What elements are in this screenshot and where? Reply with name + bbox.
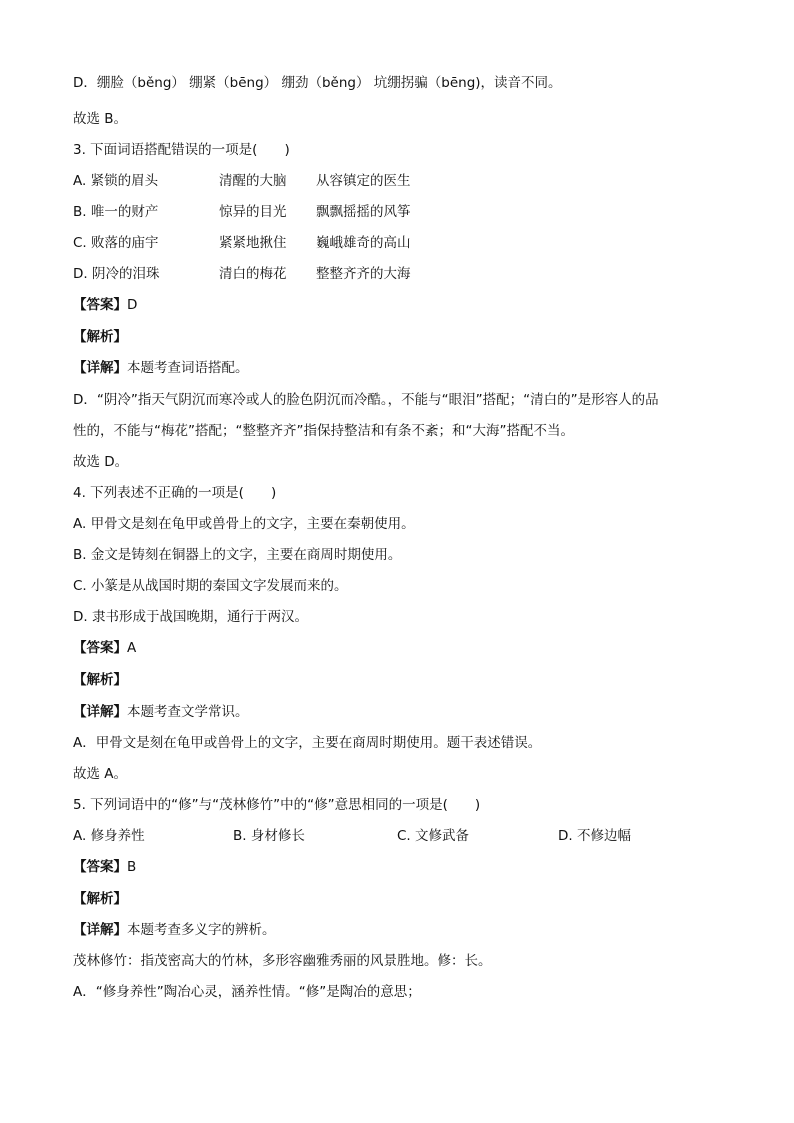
q5-analysis-tag: 【解析】 [73, 891, 127, 907]
q3-option-c: C. 败落的庙宇 [73, 235, 159, 251]
answer-tag: 【答案】 [73, 859, 127, 875]
answer-value: D [127, 297, 138, 313]
detail-text: 本题考查词语搭配。 [127, 360, 249, 376]
answer-tag: 【答案】 [73, 297, 127, 313]
q4-detail [73, 703, 249, 721]
q3-option-d: D. 阴冷的泪珠 [73, 266, 160, 282]
q4-explanation-1: A．甲骨文是刻在龟甲或兽骨上的文字，主要在商周时期使用。题干表述错误。 [73, 735, 542, 751]
q3-option-a-col2: 清醒的大脑 [219, 173, 287, 189]
q5-option-b: B. 身材修长 [233, 828, 305, 844]
q3-option-d-col2: 清白的梅花 [219, 266, 287, 282]
q3-option-b-col3: 飘飘摇摇的风筝 [316, 204, 411, 220]
q3-option-b-col2: 惊异的目光 [219, 204, 287, 220]
detail-text: 本题考查文学常识。 [127, 704, 249, 720]
q5-stem: 5. 下列词语中的“修”与“茂林修竹”中的“修”意思相同的一项是( ) [73, 797, 481, 813]
q3-option-a-col3: 从容镇定的医生 [316, 173, 411, 189]
answer-tag: 【答案】 [73, 640, 127, 656]
prev-conclusion: 故选 B。 [73, 111, 128, 127]
q3-option-c-col2: 紧紧地揪住 [219, 235, 287, 251]
q4-option-c: C. 小篆是从战国时期的秦国文字发展而来的。 [73, 578, 348, 594]
q5-option-c: C. 文修武备 [397, 828, 470, 844]
q5-explanation-1: 茂林修竹：指茂密高大的竹林，多形容幽雅秀丽的风景胜地。修：长。 [73, 953, 492, 969]
q4-option-d: D. 隶书形成于战国晚期，通行于两汉。 [73, 609, 308, 625]
q3-explanation-1: D．“阴冷”指天气阴沉而寒冷或人的脸色阴沉而冷酷。，不能与“眼泪”搭配；“清白的”是形容人的品 [73, 392, 659, 408]
detail-tag: 【详解】 [73, 922, 127, 938]
detail-tag: 【详解】 [73, 360, 127, 376]
q4-answer [73, 639, 136, 657]
q5-option-a: A. 修身养性 [73, 828, 145, 844]
detail-tag: 【详解】 [73, 704, 127, 720]
q3-conclusion: 故选 D。 [73, 454, 129, 470]
q3-option-c-col3: 巍峨雄奇的高山 [316, 235, 411, 251]
q3-detail [73, 359, 249, 377]
q4-option-b: B. 金文是铸刻在铜器上的文字，主要在商周时期使用。 [73, 547, 402, 563]
q4-analysis-tag: 【解析】 [73, 672, 127, 688]
answer-value: A [127, 640, 137, 656]
q3-answer [73, 296, 137, 314]
q4-option-a: A. 甲骨文是刻在龟甲或兽骨上的文字，主要在秦朝使用。 [73, 516, 415, 532]
detail-text: 本题考查多义字的辨析。 [127, 922, 276, 938]
q5-detail [73, 921, 276, 939]
q3-stem: 3. 下面词语搭配错误的一项是( ) [73, 142, 290, 158]
q5-explanation-2: A．“修身养性”陶冶心灵，涵养性情。“修”是陶冶的意思； [73, 984, 421, 1000]
q3-option-b: B. 唯一的财产 [73, 204, 159, 220]
answer-value: B [127, 859, 137, 875]
q4-stem: 4. 下列表述不正确的一项是( ) [73, 485, 277, 501]
q3-option-d-col3: 整整齐齐的大海 [316, 266, 411, 282]
prev-option-d-explanation: D．绷脸（běng） 绷紧（bēng） 绷劲（běng） 坑绷拐骗（bēng)，读音不同。 [73, 75, 562, 91]
q3-explanation-2: 性的，不能与“梅花”搭配；“整整齐齐”指保持整洁和有条不紊；和“大海”搭配不当。 [73, 423, 574, 439]
q5-option-d: D. 不修边幅 [558, 828, 631, 844]
q4-conclusion: 故选 A。 [73, 766, 128, 782]
q5-answer [73, 858, 136, 876]
q3-analysis-tag: 【解析】 [73, 329, 127, 345]
q3-option-a: A. 紧锁的眉头 [73, 173, 159, 189]
